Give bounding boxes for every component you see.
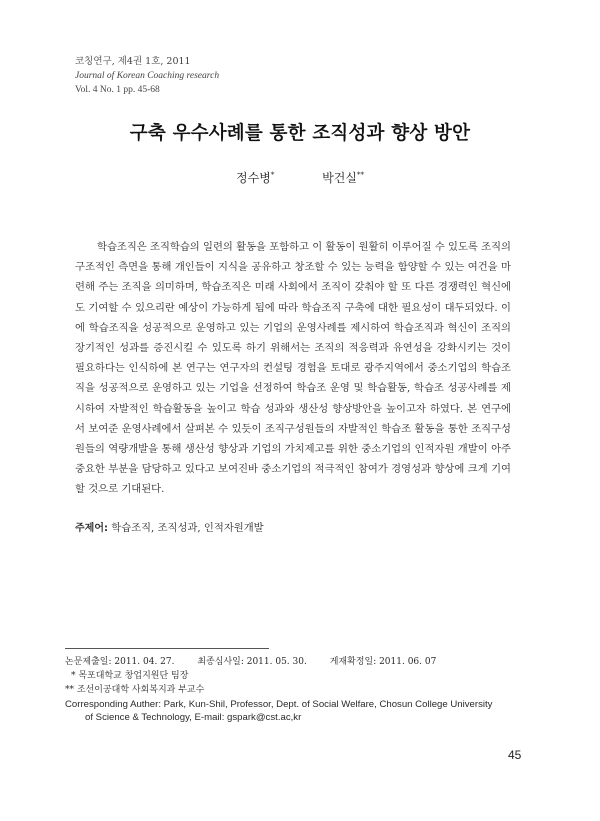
reviewed-date: 최종심사일: 2011. 05. 30. (197, 657, 307, 667)
author-1-mark: * (270, 171, 275, 179)
author-1 (236, 169, 274, 186)
paper-title: 구축 우수사례를 통한 조직성과 향상 방안 (129, 123, 471, 144)
footnote-divider (65, 648, 269, 649)
keywords-label: 주제어: (75, 523, 108, 534)
author-2 (322, 169, 364, 186)
received-date: 논문제출일: 2011. 04. 27. (65, 657, 175, 667)
author-1-affiliation: * 목포대학교 창업지원단 팀장 (71, 671, 189, 682)
abstract-text: 학습조직은 조직학습의 일련의 활동을 포함하고 이 활동이 원활히 이루어질 수 있도록 조직의 구조적인 측면을 통해 개인들이 지식을 공유하고 창조할 수 있는 능력을 함양할 수 있는 여건을 마련해 주는 조직을 의미하며, 학습조직은 미래 사회에서 조직이 갖춰야 할 또 다른 경쟁력인 혁신에도 기여할 수 있으리란 예상이 가능하게 됨에 따라 학습조직 구축에 대한 필요성이 대두되었다. 이에 학습조직을 성공적으로 운영하고 있는 기업의 운영사례를 제시하여 학습조직과 혁신이 조직의 장기적인 성과를 증진시킬 수 있도록 하기 위해서는 조직의 적응력과 유연성을 강화시키는 것이 필요하다는 인식하에 본 연구는 연구자의 컨설팅 경험을 토대로 광주지역에서 중소기업의 학습조직을 성공적으로 운영하고 있는 기업을 선정하여 학습조 운영 및 학습활동, 학습조 성공사례를 제시하여 자발적인 학습활동을 높이고 학습 성과와 생산성 향상방안을 높이고자 하였다. 본 연구에서 보여준 운영사례에서 살펴본 수 있듯이 조직구성원들의 자발적인 학습조 활동을 통한 조직구성원들의 역량개발을 통해 생산성 향상과 기업의 가치제고를 위한 중소기업의 인적자원 개발이 아주 중요한 부분을 담당하고 있다고 보여진바 중소기업의 적극적인 참여가 경영성과 향상에 크게 기여할 것으로 기대된다. (75, 241, 511, 496)
corresponding-author-line2: of Science & Technology, E-mail: gspark@cst.ac,kr (85, 712, 302, 724)
corresponding-author-line1: Corresponding Auther: Park, Kun-Shil, Professor, Dept. of Social Welfare, Chosun College University (65, 698, 493, 710)
keywords-text: 학습조직, 조직성과, 인적자원개발 (111, 522, 264, 534)
journal-name: Journal of Korean Coaching research (75, 71, 220, 81)
submission-dates (65, 655, 525, 669)
journal-header (75, 55, 219, 97)
author-2-name: 박건실 (322, 171, 357, 185)
footnotes (65, 655, 525, 725)
author-2-mark: ** (356, 171, 364, 179)
keywords (75, 519, 264, 534)
page-number: 45 (508, 748, 522, 762)
journal-volume: Vol. 4 No. 1 pp. 45-68 (75, 85, 160, 95)
author-list (0, 169, 600, 186)
author-1-name: 정수병 (236, 171, 271, 185)
journal-issue-line: 코칭연구, 제4권 1호, 2011 (75, 56, 191, 67)
author-2-affiliation: ** 조선이공대학 사회복지과 부교수 (65, 685, 205, 696)
accepted-date: 게재확정일: 2011. 06. 07 (329, 657, 437, 667)
